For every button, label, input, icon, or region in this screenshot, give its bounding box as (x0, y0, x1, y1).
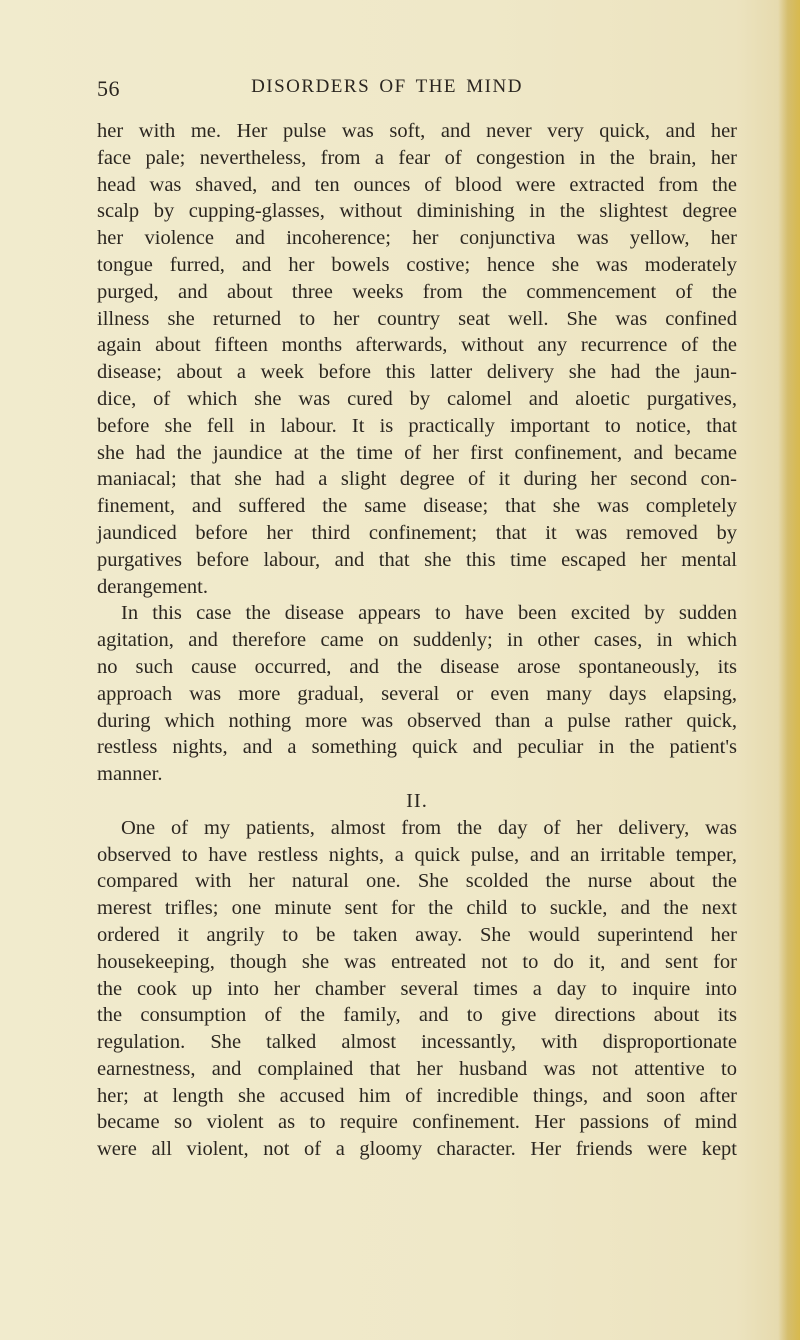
text-line: agitation, and therefore came on suddenly; in other cases, in which (97, 629, 737, 652)
page-header (97, 76, 737, 104)
text-line: again about fifteen months afterwards, without any recurrence of the (97, 334, 737, 357)
text-line: the cook up into her chamber several times a day to inquire into (97, 977, 737, 1000)
text-line: merest trifles; one minute sent for the child to suckle, and the next (97, 897, 737, 920)
text-line: derangement. (97, 575, 208, 598)
text-line: the consumption of the family, and to give directions about its (97, 1004, 737, 1027)
text-line: scalp by cupping-glasses, without diminishing in the slightest degree (97, 200, 737, 223)
text-line: her; at length she accused him of incredible things, and soon after (97, 1084, 737, 1107)
text-line: disease; about a week before this latter delivery she had the jaun- (97, 361, 737, 384)
text-line: her with me. Her pulse was soft, and never very quick, and her (97, 120, 737, 142)
page-number: 56 (97, 76, 120, 101)
body-text (97, 118, 737, 1163)
text-line: tongue furred, and her bowels costive; hence she was moderately (97, 253, 737, 276)
page-edge-shading (778, 0, 800, 1340)
text-line: purgatives before labour, and that she this time escaped her mental (97, 548, 737, 571)
text-line: compared with her natural one. She scolded the nurse about the (97, 870, 737, 893)
text-line: observed to have restless nights, a quick pulse, and an irritable temper, (97, 843, 737, 866)
text-line: during which nothing more was observed than a pulse rather quick, (97, 709, 737, 732)
text-line: no such cause occurred, and the disease arose spontaneously, its (97, 655, 737, 678)
text-line: she had the jaundice at the time of her first confinement, and became (97, 441, 737, 464)
text-line: manner. (97, 763, 163, 786)
text-line: became so violent as to require confinement. Her passions of mind (97, 1111, 737, 1134)
text-line: regulation. She talked almost incessantly, with disproportionate (97, 1031, 737, 1054)
text-line: housekeeping, though she was entreated not to do it, and sent for (97, 950, 737, 973)
text-line: approach was more gradual, several or even many days elapsing, (97, 682, 737, 705)
text-line: finement, and suffered the same disease; that she was completely (97, 495, 737, 518)
running-title: DISORDERS OF THE MIND (251, 76, 523, 97)
text-line: her violence and incoherence; her conjunctiva was yellow, her (97, 227, 737, 250)
text-line: dice, of which she was cured by calomel and aloetic purgatives, (97, 387, 737, 410)
text-line: maniacal; that she had a slight degree of it during her second con- (97, 468, 737, 491)
text-line: jaundiced before her third confinement; that it was removed by (97, 521, 737, 544)
section-heading: II. (406, 789, 428, 812)
text-line: restless nights, and a something quick and peculiar in the patient's (97, 736, 737, 759)
text-line: earnestness, and complained that her husband was not attentive to (97, 1057, 737, 1080)
text-line: head was shaved, and ten ounces of blood were extracted from the (97, 173, 737, 196)
text-line: were all violent, not of a gloomy character. Her friends were kept (97, 1138, 737, 1161)
text-line: purged, and about three weeks from the commencement of the (97, 280, 737, 303)
text-line: face pale; nevertheless, from a fear of congestion in the brain, her (97, 146, 737, 169)
text-line: One of my patients, almost from the day of her delivery, was (121, 816, 737, 839)
text-line: In this case the disease appears to have been excited by sudden (121, 602, 737, 625)
text-line: ordered it angrily to be taken away. She would superintend her (97, 923, 737, 946)
text-line: before she fell in labour. It is practically important to notice, that (97, 414, 737, 437)
text-line: illness she returned to her country seat well. She was confined (97, 307, 737, 330)
